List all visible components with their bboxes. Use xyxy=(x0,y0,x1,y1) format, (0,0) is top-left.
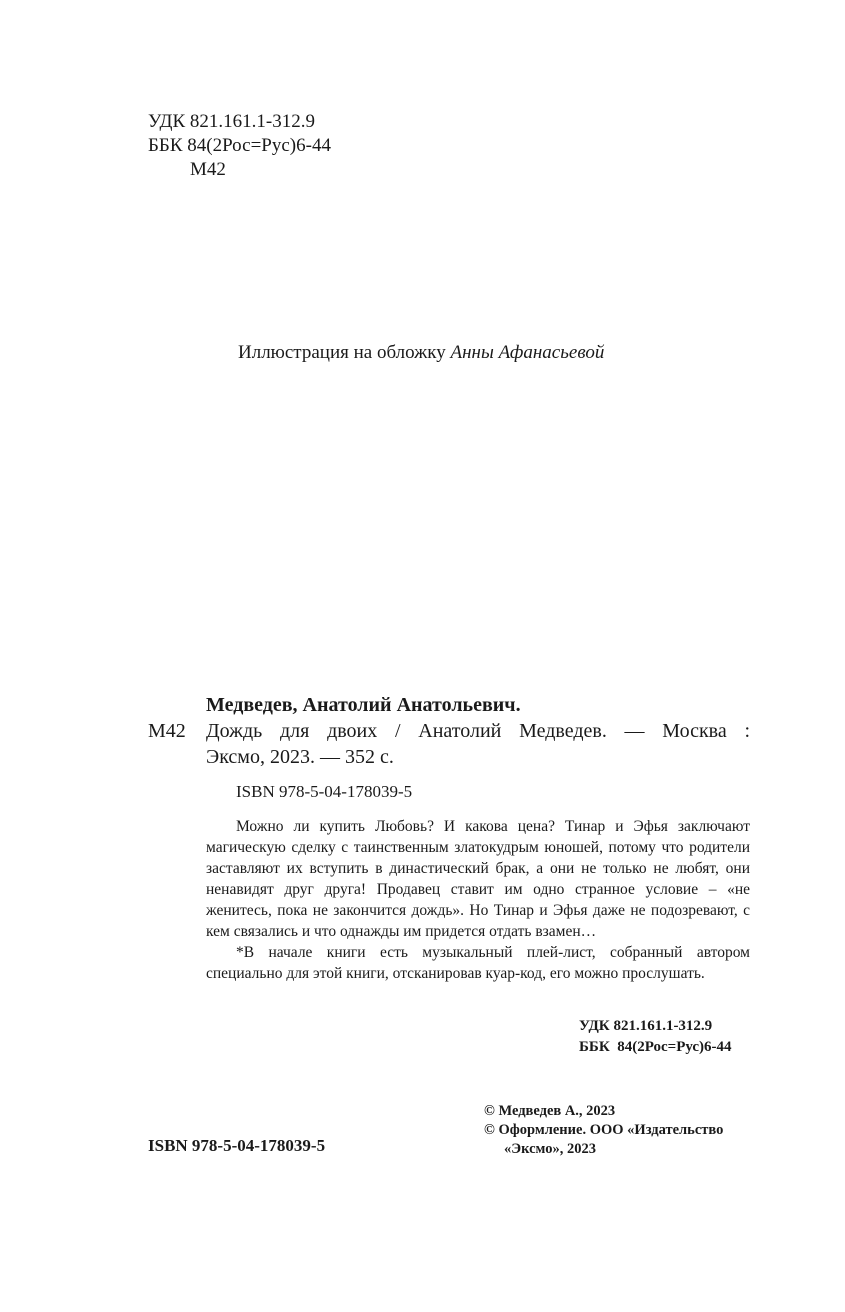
card-title-line-2: Эксмо, 2023. — 352 с. xyxy=(206,746,394,768)
card-author-mark: М42 xyxy=(148,720,186,742)
footer-isbn: ISBN 978-5-04-178039-5 xyxy=(148,1136,326,1155)
copyright-design-line-1: © Оформление. ООО «Издательство xyxy=(484,1122,724,1138)
annotation-note: *В начале книги есть музыкальный плей-лист, собранный автором специально для этой книги, отсканировав куар-код, его можно прослушать. xyxy=(206,944,750,982)
card-udk: УДК 821.161.1-312.9 xyxy=(579,1018,713,1034)
annotation-paragraph: Можно ли купить Любовь? И какова цена? Тинар и Эфья заключают магическую сделку с таинственным златокудрым юношей, потому что родители заставляют их вступить в династический брак, а они не только не любят, они ненавидят друг друга! Продавец ставит им одно странное условие – «не женитесь, пока не закончится дождь». Но Тинар и Эфья даже не подозревают, с кем связались и что однажды им придется отдать взамен… xyxy=(206,818,750,940)
top-bbk: ББК 84(2Рос=Рус)6-44 xyxy=(148,135,331,156)
card-author: Медведев, Анатолий Анатольевич. xyxy=(206,694,521,716)
top-udk: УДК 821.161.1-312.9 xyxy=(148,111,315,132)
card-annotation xyxy=(206,816,750,984)
card-isbn: ISBN 978-5-04-178039-5 xyxy=(236,782,413,801)
card-title-line-1: Дождь для двоих / Анатолий Медведев. — Москва : xyxy=(206,720,750,742)
copyright-author: © Медведев А., 2023 xyxy=(484,1103,616,1119)
illustration-credit xyxy=(238,342,604,364)
copyright-design-line-2: «Эксмо», 2023 xyxy=(504,1141,596,1157)
card-bbk: ББК 84(2Рос=Рус)6-44 xyxy=(579,1039,732,1055)
illustration-label: Иллюстрация на обложку xyxy=(238,342,446,363)
illustration-artist: Анны Афанасьевой xyxy=(450,342,605,363)
top-author-mark: М42 xyxy=(190,159,226,180)
card-classification xyxy=(579,1016,732,1058)
copyright-block xyxy=(484,1102,723,1159)
